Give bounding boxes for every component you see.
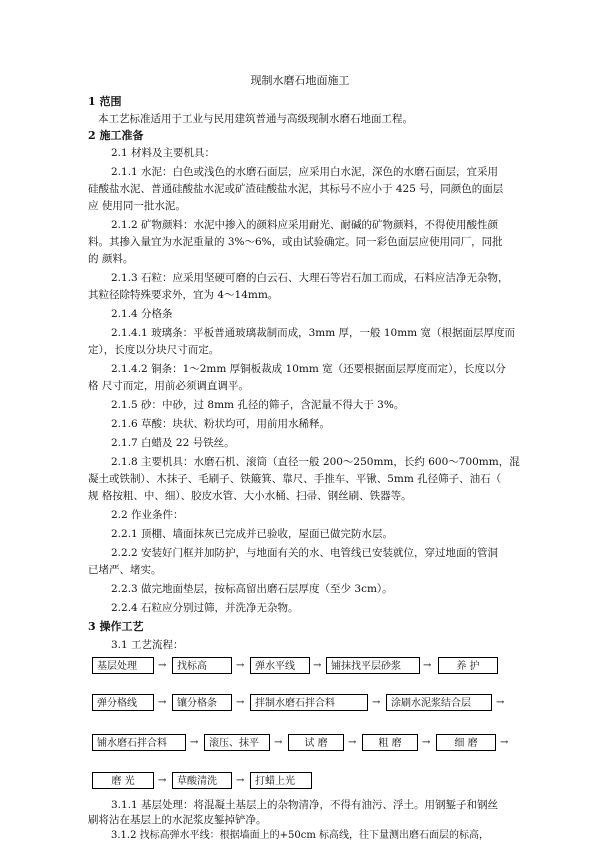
flow-arrow: →: [236, 697, 245, 708]
flow-arrow: →: [236, 775, 245, 786]
para-2-2: 2.2 作业条件：: [111, 509, 184, 521]
flow-arrow: →: [500, 737, 509, 748]
flow-arrow: →: [158, 697, 167, 708]
flow-step-13: 粗 磨: [362, 734, 418, 751]
flow-arrow: →: [348, 737, 357, 748]
flow-arrow: →: [372, 697, 381, 708]
flow-step-12: 试 磨: [288, 734, 344, 751]
para-2-1-2: 2.1.2 矿物颜料：水泥中掺入的颜料应采用耐光、耐碱的矿物颜料，不得使用酸性颜: [111, 219, 499, 231]
para-2-1-1-cont2: 应 使用同一批水泥。: [88, 200, 186, 212]
flow-arrow: →: [496, 697, 505, 708]
flow-step-2: 找标高: [172, 657, 232, 674]
flow-step-4: 铺抹找平层砂浆: [326, 657, 420, 674]
flow-arrow: →: [274, 737, 283, 748]
para-3-1-1: 3.1.1 基层处理：将混凝土基层上的杂物清净，不得有油污、浮土。用钢錾子和钢丝: [111, 799, 499, 811]
para-2-1-6: 2.1.6 草酸：块状、粉状均可，用前用水稀释。: [111, 418, 331, 430]
para-2-1-8-cont: 凝土或铁制）、木抹子、毛刷子、铁簸箕、靠尺、手推车、平锹、5mm 孔径筛子、油石（: [88, 473, 502, 485]
para-2-1-1: 2.1.1 水泥：白色或浅色的水磨石面层，应采用白水泥，深色的水磨石面层，宜采用: [111, 166, 499, 178]
document-title: 现制水磨石地面施工: [250, 74, 350, 87]
flow-arrow: →: [423, 660, 432, 671]
flow-arrow: →: [422, 737, 431, 748]
para-2-2-2-cont: 已堵严、堵实。: [88, 564, 162, 576]
flow-step-3: 弹水平线: [250, 657, 310, 674]
flow-arrow: →: [158, 775, 167, 786]
flow-step-5: 养 护: [438, 657, 498, 674]
flow-step-11: 滚压、抹平: [204, 734, 270, 751]
flow-arrow: →: [158, 660, 167, 671]
para-2-1-2-cont2: 的 颜料。: [88, 253, 134, 265]
section-2-heading: 2 施工准备: [88, 129, 144, 142]
para-2-1-3-cont: 其粒径除特殊要求外，宜为 4～14mm。: [88, 289, 279, 301]
section-1-text: 本工艺标准适用于工业与民用建筑普通与高级现制水磨石地面工程。: [98, 113, 413, 125]
flow-arrow: →: [236, 660, 245, 671]
para-2-1-3: 2.1.3 石粒：应采用坚硬可磨的白云石、大理石等岩石加工而成，石料应洁净无杂物，: [111, 272, 509, 284]
flow-step-8: 拌制水磨石拌合料: [250, 694, 368, 711]
flow-step-16: 草酸清洗: [172, 772, 232, 789]
flow-arrow: →: [190, 737, 199, 748]
section-1-heading: 1 范围: [88, 95, 122, 108]
para-2-2-4: 2.2.4 石粒应分别过筛，并洗净无杂物。: [111, 602, 299, 614]
para-3-1-1-cont: 刷将沾在基层上的水泥浆皮錾掉铲净。: [88, 814, 267, 826]
para-2-1-7: 2.1.7 白蜡及 22 号铁丝。: [111, 437, 235, 449]
para-2-1-2-cont: 料。其掺入量宜为水泥重量的 3%～6%，或由试验确定。同一彩色面层应使用同厂，同批: [88, 236, 503, 248]
para-2-1-8: 2.1.8 主要机具：水磨石机、滚筒（直径一般 200～250mm，长约 600～700mm，混: [111, 456, 520, 468]
para-3-1-2: 3.1.2 找标高弹水平线：根据墙面上的+50cm 标高线，往下量测出磨石面层的标高，: [111, 830, 489, 841]
para-2-1-1-cont: 硅酸盐水泥、普通硅酸盐水泥或矿渣硅酸盐水泥，其标号不应小于 425 号，同颜色的面层: [88, 183, 504, 195]
para-2-1-4-2: 2.1.4.2 铜条：1～2mm 厚铜板裁成 10mm 宽（还要根据面层厚度而定），长度以分: [111, 363, 506, 375]
para-2-1-4: 2.1.4 分格条: [111, 308, 173, 320]
flow-step-1: 基层处理: [92, 657, 154, 674]
flow-step-6: 弹分格线: [92, 694, 154, 711]
para-2-2-2: 2.2.2 安装好门框并加防护，与地面有关的水、电管线已安装就位，穿过地面的管洞: [111, 547, 499, 559]
para-2-1-4-1: 2.1.4.1 玻璃条：平板普通玻璃裁制而成，3mm 厚，一般 10mm 宽（根据面层厚度而: [111, 327, 515, 339]
flow-step-17: 打蜡上光: [250, 772, 312, 789]
flow-step-9: 涂刷水泥浆结合层: [386, 694, 492, 711]
para-2-2-1: 2.2.1 顶棚、墙面抹灰已完成并已验收，屋面已做完防水层。: [111, 528, 394, 540]
section-3-heading: 3 操作工艺: [88, 620, 144, 633]
para-2-1-5: 2.1.5 砂：中砂，过 8mm 孔径的筛子，含泥量不得大于 3%。: [111, 399, 405, 411]
flow-step-14: 细 磨: [436, 734, 496, 751]
para-2-1: 2.1 材料及主要机具：: [111, 147, 216, 159]
flow-step-15: 磨 光: [92, 772, 154, 789]
para-2-1-8-cont2: 规 格按粗、中、细）、胶皮水管、大小水桶、扫帚、钢丝刷、铁器等。: [88, 490, 412, 502]
para-3-1: 3.1 工艺流程：: [111, 639, 184, 651]
flow-step-7: 镶分格条: [172, 694, 232, 711]
para-2-1-4-1-cont: 定），长度以分块尺寸而定。: [88, 344, 220, 356]
para-2-1-4-2-cont: 格 尺寸而定，用前必须调直调平。: [88, 380, 249, 392]
flow-step-10: 铺水磨石拌合料: [92, 734, 186, 751]
flow-arrow: →: [313, 660, 322, 671]
para-2-2-3: 2.2.3 做完地面垫层，按标高留出磨石层厚度（至少 3cm）。: [111, 583, 393, 595]
